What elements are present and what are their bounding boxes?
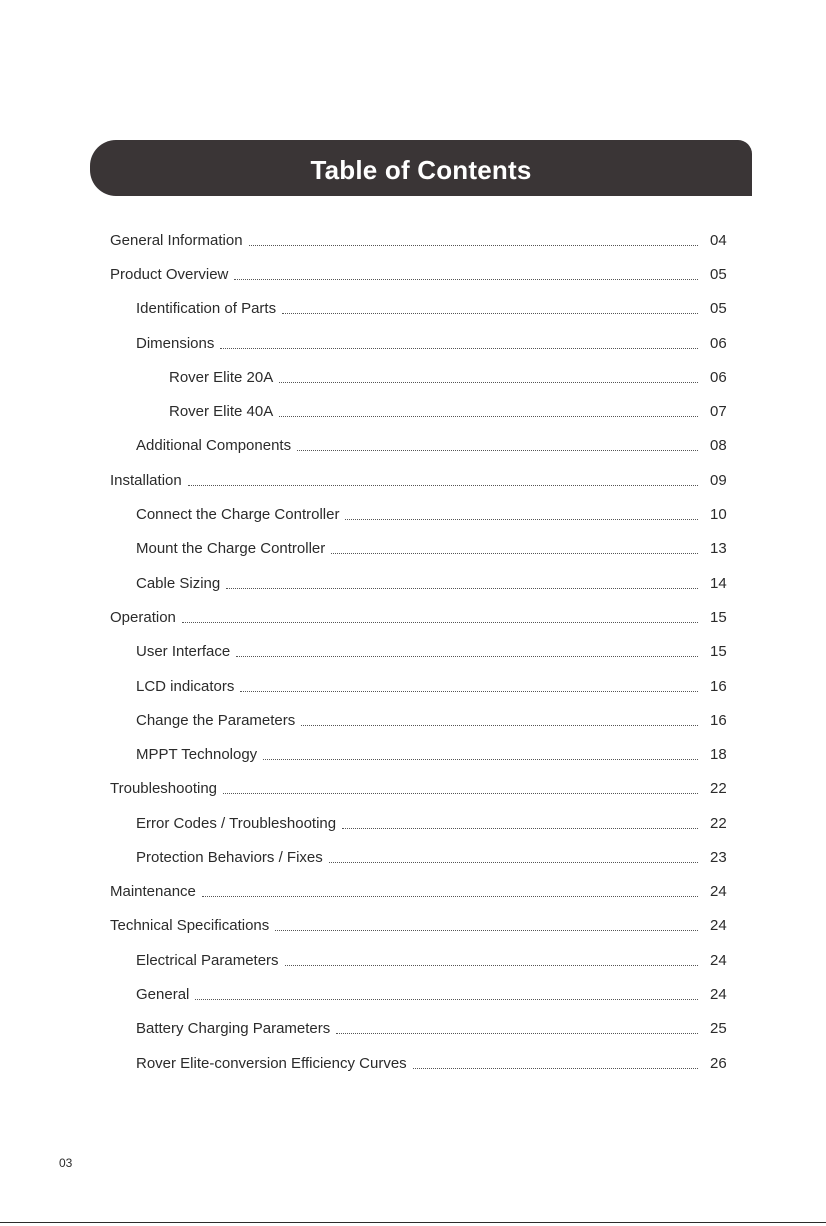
toc-dot-leader xyxy=(195,999,698,1000)
toc-dot-leader xyxy=(331,553,698,554)
toc-entry[interactable] xyxy=(136,946,702,970)
toc-entry-label: Installation xyxy=(110,472,182,489)
toc-dot-leader xyxy=(182,622,698,623)
toc-entry-label: Dimensions xyxy=(136,335,215,352)
toc-dot-leader xyxy=(285,965,698,966)
page-number: 03 xyxy=(59,1156,73,1170)
toc-entry-label: LCD indicators xyxy=(136,678,235,695)
toc-entry[interactable] xyxy=(136,294,702,318)
toc-entry-page: 10 xyxy=(710,506,727,523)
toc-entry-label: MPPT Technology xyxy=(136,746,258,763)
toc-entry-page: 24 xyxy=(710,952,727,969)
toc-entry[interactable] xyxy=(136,672,702,696)
toc-dot-leader xyxy=(342,828,698,829)
toc-entry-page: 05 xyxy=(710,300,727,317)
toc-dot-leader xyxy=(329,862,698,863)
toc-entry[interactable] xyxy=(110,466,702,490)
toc-entry-page: 24 xyxy=(710,883,727,900)
toc-entry-page: 22 xyxy=(710,815,727,832)
toc-entry-label: Operation xyxy=(110,609,176,626)
toc-entry-page: 15 xyxy=(710,643,727,660)
toc-entry-label: Rover Elite-conversion Efficiency Curves xyxy=(136,1055,407,1072)
toc-entry-label: Maintenance xyxy=(110,883,196,900)
toc-entry-label: Technical Specifications xyxy=(110,917,270,934)
toc-dot-leader xyxy=(413,1068,698,1069)
toc-entry-page: 07 xyxy=(710,403,727,420)
toc-entry[interactable] xyxy=(136,706,702,730)
toc-entry-label: Additional Components xyxy=(136,437,292,454)
toc-entry-label: Rover Elite 40A xyxy=(169,403,274,420)
toc-entry-label: Change the Parameters xyxy=(136,712,296,729)
toc-entry-page: 14 xyxy=(710,575,727,592)
toc-entry-label: Cable Sizing xyxy=(136,575,221,592)
toc-entry-page: 24 xyxy=(710,986,727,1003)
toc-dot-leader xyxy=(301,725,698,726)
toc-dot-leader xyxy=(282,313,698,314)
toc-entry-page: 25 xyxy=(710,1020,727,1037)
toc-dot-leader xyxy=(240,691,698,692)
toc-entry-label: General xyxy=(136,986,190,1003)
toc-dot-leader xyxy=(336,1033,698,1034)
toc-entry-label: Rover Elite 20A xyxy=(169,369,274,386)
toc-entry-label: Battery Charging Parameters xyxy=(136,1020,331,1037)
toc-entry-page: 22 xyxy=(710,780,727,797)
toc-entry[interactable] xyxy=(136,431,702,455)
toc-entry-label: Product Overview xyxy=(110,266,229,283)
toc-entry[interactable] xyxy=(136,740,702,764)
toc-entry[interactable] xyxy=(110,877,702,901)
toc-dot-leader xyxy=(275,930,698,931)
toc-dot-leader xyxy=(220,348,698,349)
toc-entry[interactable] xyxy=(169,363,702,387)
toc-entry-page: 04 xyxy=(710,232,727,249)
toc-entry[interactable] xyxy=(110,911,702,935)
toc-entry-page: 16 xyxy=(710,712,727,729)
toc-dot-leader xyxy=(263,759,698,760)
toc-dot-leader xyxy=(249,245,698,246)
toc-entry-page: 08 xyxy=(710,437,727,454)
toc-dot-leader xyxy=(202,896,698,897)
toc-entry[interactable] xyxy=(110,603,702,627)
toc-entry[interactable] xyxy=(136,500,702,524)
toc-entry-label: Error Codes / Troubleshooting xyxy=(136,815,337,832)
toc-entry[interactable] xyxy=(110,226,702,250)
toc-entry-page: 24 xyxy=(710,917,727,934)
toc-entry[interactable] xyxy=(136,1014,702,1038)
toc-entry-label: Protection Behaviors / Fixes xyxy=(136,849,323,866)
toc-entry-page: 26 xyxy=(710,1055,727,1072)
toc-entry[interactable] xyxy=(169,397,702,421)
toc-dot-leader xyxy=(236,656,698,657)
toc-entry[interactable] xyxy=(136,569,702,593)
toc-entry-page: 15 xyxy=(710,609,727,626)
toc-entry[interactable] xyxy=(136,534,702,558)
toc-entry-page: 06 xyxy=(710,335,727,352)
toc-entry-page: 06 xyxy=(710,369,727,386)
toc-entry-page: 18 xyxy=(710,746,727,763)
bottom-divider xyxy=(0,1222,826,1223)
toc-dot-leader xyxy=(188,485,698,486)
toc-entry-label: Identification of Parts xyxy=(136,300,277,317)
toc-entry[interactable] xyxy=(136,809,702,833)
toc-entry-page: 13 xyxy=(710,540,727,557)
toc-dot-leader xyxy=(279,416,698,417)
toc-dot-leader xyxy=(223,793,698,794)
toc-entry-page: 09 xyxy=(710,472,727,489)
toc-entry[interactable] xyxy=(136,843,702,867)
toc-entry[interactable] xyxy=(136,1049,702,1073)
toc-entry[interactable] xyxy=(110,260,702,284)
toc-entry-label: Mount the Charge Controller xyxy=(136,540,326,557)
toc-entry-label: Troubleshooting xyxy=(110,780,218,797)
toc-dot-leader xyxy=(297,450,698,451)
toc-entry-label: Electrical Parameters xyxy=(136,952,279,969)
page-title: Table of Contents xyxy=(310,154,532,185)
toc-dot-leader xyxy=(226,588,698,589)
toc-entry-page: 16 xyxy=(710,678,727,695)
toc-entry-label: User Interface xyxy=(136,643,231,660)
toc-entry[interactable] xyxy=(136,329,702,353)
toc-entry-label: Connect the Charge Controller xyxy=(136,506,340,523)
toc-entry-page: 05 xyxy=(710,266,727,283)
toc-dot-leader xyxy=(345,519,698,520)
toc-dot-leader xyxy=(279,382,698,383)
toc-entry[interactable] xyxy=(136,980,702,1004)
toc-dot-leader xyxy=(234,279,698,280)
toc-entry-label: General Information xyxy=(110,232,243,249)
toc-entry[interactable] xyxy=(136,637,702,661)
toc-entry-page: 23 xyxy=(710,849,727,866)
toc-entry[interactable] xyxy=(110,774,702,798)
